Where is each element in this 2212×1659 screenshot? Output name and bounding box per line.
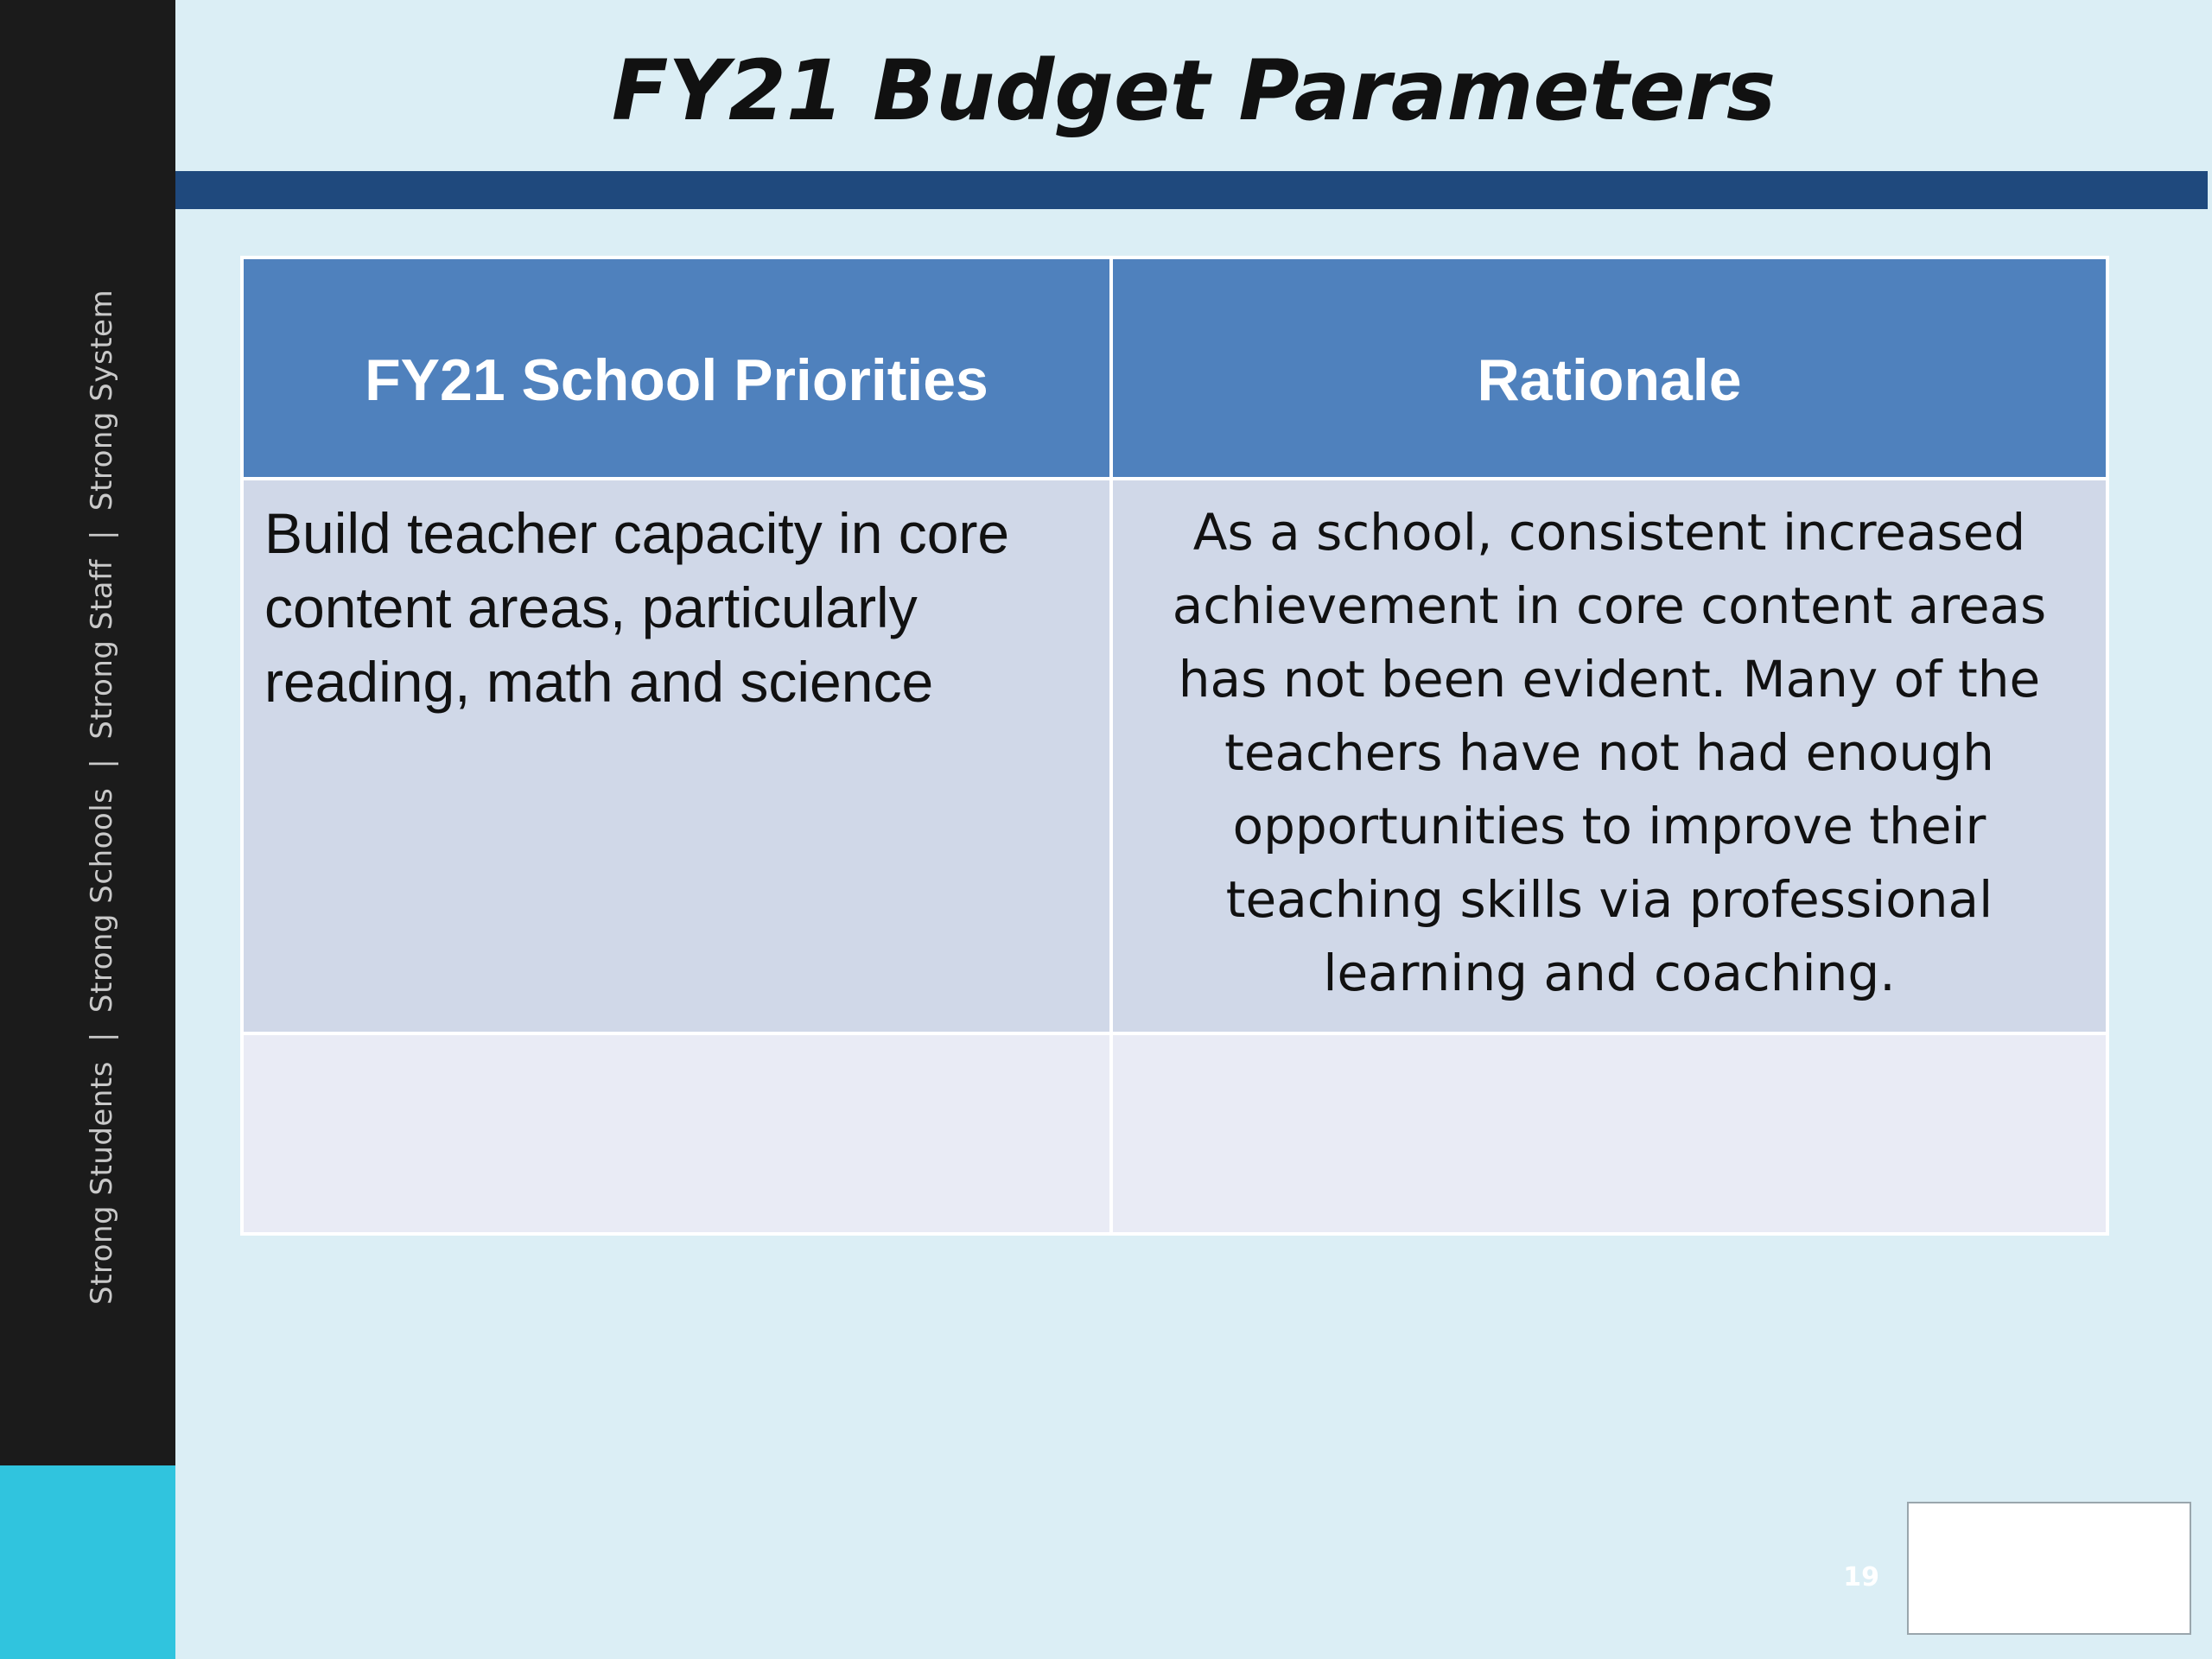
title-underline-bar — [175, 171, 2208, 209]
table-row — [242, 1033, 2107, 1234]
tagline-separator: | — [85, 530, 119, 541]
rationale-cell: As a school, consistent increased achievement in core content areas has not been evident. Many of the teachers have not had enough opportunities to improve their teaching skills via professional learning and coaching. — [1111, 479, 2107, 1033]
tagline-strong-schools: Strong Schools — [85, 787, 119, 1014]
tagline-strong-system: Strong System — [85, 289, 119, 512]
blank-placeholder-box — [1907, 1502, 2191, 1635]
priority-cell-empty — [242, 1033, 1111, 1234]
slide-title: FY21 Budget Parameters — [611, 42, 1777, 139]
rationale-cell-empty — [1111, 1033, 2107, 1234]
header-rationale: Rationale — [1111, 257, 2107, 479]
priorities-table — [240, 256, 2109, 1236]
tagline-strong-staff: Strong Staff — [85, 559, 119, 740]
tagline-separator: | — [85, 758, 119, 769]
header-school-priorities: FY21 School Priorities — [242, 257, 1111, 479]
page-number: 19 — [1843, 1562, 1879, 1592]
sidebar-accent-block — [0, 1465, 175, 1659]
table-row — [242, 479, 2107, 1033]
tagline-strong-students: Strong Students — [85, 1061, 119, 1305]
table-header-row — [242, 257, 2107, 479]
priority-cell: Build teacher capacity in core content areas, particularly reading, math and science — [242, 479, 1111, 1033]
tagline-separator: | — [85, 1032, 119, 1043]
